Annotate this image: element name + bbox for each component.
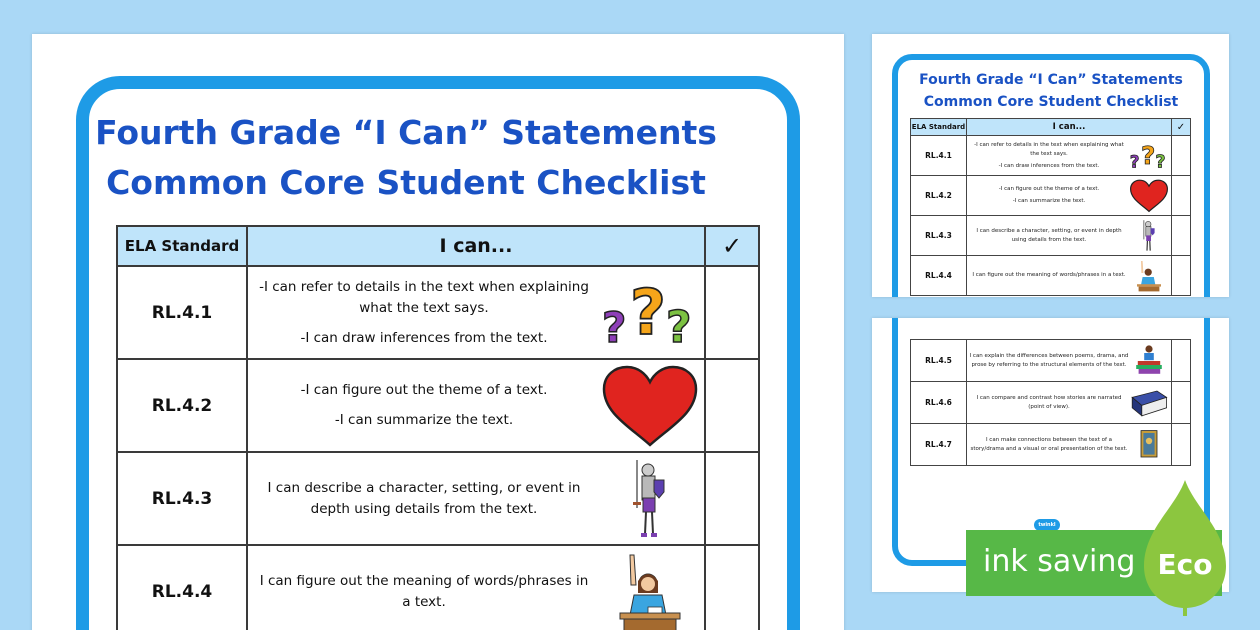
table-row — [911, 382, 1191, 424]
i-can-cell — [247, 452, 705, 545]
framed-picture-icon — [1129, 427, 1169, 461]
statement-line: I can describe a character, setting, or event in depth using details from the text. — [267, 479, 581, 517]
svg-text:?: ? — [630, 276, 666, 349]
preview-title-line2: Common Core Student Checklist — [923, 94, 1179, 110]
standard-code: RL.4.1 — [911, 136, 967, 176]
eco-label: Eco — [1157, 548, 1213, 581]
main-checklist-table — [116, 225, 760, 630]
table-row — [911, 216, 1191, 256]
statement-text — [969, 136, 1129, 175]
ink-saving-label: ink saving — [983, 544, 1136, 579]
statement-line: I can figure out the meaning of words/phrases in a text. — [259, 572, 589, 610]
checkbox-cell[interactable] — [1172, 382, 1191, 424]
statement-line: -I can summarize the text. — [334, 412, 514, 428]
svg-text:?: ? — [666, 302, 692, 353]
statement-line: -I can refer to details in the text when explaining what the text says. — [974, 141, 1124, 157]
preview-table — [910, 118, 1191, 296]
book-icon — [1129, 385, 1169, 419]
question-marks-icon — [600, 272, 700, 355]
preview-table-continued — [910, 339, 1191, 466]
header-ela-standard: ELA Standard — [911, 119, 967, 136]
statement-text — [254, 267, 594, 358]
table-row — [911, 136, 1191, 176]
table-row — [117, 452, 759, 545]
statement-text — [969, 424, 1129, 465]
statement-text — [969, 256, 1129, 295]
table-row — [117, 359, 759, 452]
heart-icon — [1129, 179, 1169, 213]
standard-code: RL.4.6 — [911, 382, 967, 424]
preview-title — [898, 69, 1204, 113]
svg-text:?: ? — [1141, 141, 1156, 171]
i-can-cell — [967, 340, 1172, 382]
header-i-can: I can... — [247, 226, 705, 266]
header-checkmark: ✓ — [1172, 119, 1191, 136]
eco-leaf-icon — [1140, 478, 1230, 618]
checkbox-cell[interactable] — [705, 266, 759, 359]
statement-text — [254, 360, 594, 451]
standard-code: RL.4.2 — [117, 359, 247, 452]
header-ela-standard: ELA Standard — [117, 226, 247, 266]
student-raising-hand-icon — [600, 551, 700, 630]
statement-text — [969, 176, 1129, 215]
checkbox-cell[interactable] — [1172, 256, 1191, 296]
statement-line: I can figure out the meaning of words/phrases in a text. — [972, 272, 1126, 278]
checkbox-cell[interactable] — [1172, 216, 1191, 256]
question-marks-icon — [1129, 139, 1169, 173]
standard-code: RL.4.4 — [911, 256, 967, 296]
statement-line: -I can figure out the theme of a text. — [300, 382, 548, 398]
checkbox-cell[interactable] — [705, 452, 759, 545]
standard-code: RL.4.1 — [117, 266, 247, 359]
stack-of-books-icon — [1129, 343, 1169, 377]
checkbox-cell[interactable] — [705, 545, 759, 630]
statement-line: -I can refer to details in the text when explaining what the text says. — [259, 278, 589, 316]
header-i-can: I can... — [967, 119, 1172, 136]
statement-text — [969, 382, 1129, 423]
checkbox-cell[interactable] — [1172, 176, 1191, 216]
standard-code: RL.4.5 — [911, 340, 967, 382]
i-can-cell — [247, 545, 705, 630]
table-row — [117, 266, 759, 359]
checkbox-cell[interactable] — [1172, 136, 1191, 176]
statement-text — [254, 453, 594, 544]
statement-line: -I can figure out the theme of a text. — [998, 186, 1100, 192]
standard-code: RL.4.3 — [911, 216, 967, 256]
statement-line: I can explain the differences between poems, drama, and prose by referring to the structural elements of the text. — [969, 352, 1129, 368]
preview-title-line1: Fourth Grade “I Can” Statements — [919, 72, 1183, 88]
preview-sheet-page-1 — [872, 34, 1229, 297]
standard-code: RL.4.3 — [117, 452, 247, 545]
i-can-cell — [967, 256, 1172, 296]
checkbox-cell[interactable] — [705, 359, 759, 452]
svg-text:?: ? — [602, 303, 627, 352]
statement-line: -I can draw inferences from the text. — [998, 162, 1100, 169]
i-can-cell — [967, 216, 1172, 256]
statement-line: -I can summarize the text. — [1012, 198, 1086, 204]
i-can-cell — [967, 136, 1172, 176]
table-row — [911, 256, 1191, 296]
knight-icon — [600, 458, 700, 541]
svg-text:?: ? — [1129, 151, 1140, 172]
table-header-row — [911, 119, 1191, 136]
table-header-row — [117, 226, 759, 266]
standard-code: RL.4.4 — [117, 545, 247, 630]
main-title-line1: Fourth Grade “I Can” Statements — [95, 113, 717, 152]
statement-line: I can compare and contrast how stories are narrated (point of view). — [976, 394, 1122, 410]
heart-icon — [600, 365, 700, 448]
i-can-cell — [967, 424, 1172, 466]
svg-text:?: ? — [1155, 152, 1166, 173]
table-row — [911, 176, 1191, 216]
statement-line: I can make connections between the text of a story/drama and a visual or oral presentation of the text. — [970, 436, 1128, 452]
i-can-cell — [967, 176, 1172, 216]
i-can-cell — [247, 266, 705, 359]
header-checkmark: ✓ — [705, 226, 759, 266]
main-title-line2: Common Core Student Checklist — [106, 163, 706, 202]
statement-text — [969, 216, 1129, 255]
table-row — [911, 340, 1191, 382]
i-can-cell — [247, 359, 705, 452]
student-raising-hand-icon — [1129, 259, 1169, 293]
knight-icon — [1129, 219, 1169, 253]
i-can-cell — [967, 382, 1172, 424]
twinkl-logo: twinkl — [1034, 519, 1060, 531]
statement-line: I can describe a character, setting, or event in depth using details from the text. — [976, 227, 1122, 243]
statement-text — [254, 546, 594, 630]
table-row — [911, 424, 1191, 466]
main-title — [57, 108, 755, 208]
statement-line: -I can draw inferences from the text. — [300, 329, 548, 346]
checkbox-cell[interactable] — [1172, 424, 1191, 466]
standard-code: RL.4.7 — [911, 424, 967, 466]
table-row — [117, 545, 759, 630]
statement-text — [969, 340, 1129, 381]
standard-code: RL.4.2 — [911, 176, 967, 216]
checkbox-cell[interactable] — [1172, 340, 1191, 382]
